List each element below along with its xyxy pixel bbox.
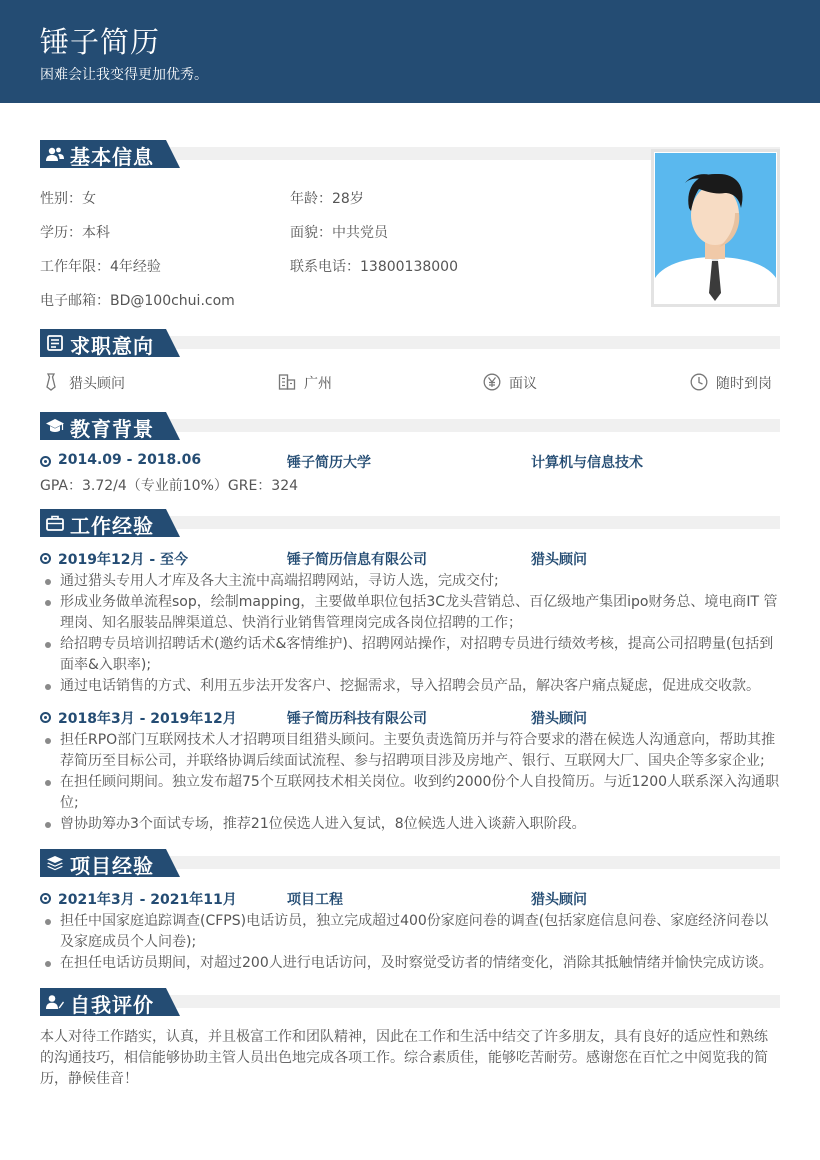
resume-motto: 困难会让我变得更加优秀。 <box>40 67 208 83</box>
work-role: 猎头顾问 <box>531 552 587 568</box>
section-title: 自我评价 <box>70 993 154 1017</box>
avatar-illustration <box>655 153 776 303</box>
gender-field: 性别：女 <box>40 191 96 207</box>
timeline-dot <box>40 893 51 904</box>
work-role: 猎头顾问 <box>531 711 587 727</box>
age-field: 年龄：28岁 <box>290 191 364 207</box>
education-school: 锤子简历大学 <box>287 455 371 471</box>
list-item: 曾协助筹办3个面试专场，推荐21位侯选人进入复试，8位候选人进入谈薪入职阶段。 <box>40 814 780 835</box>
section-education <box>40 412 780 440</box>
section-project <box>40 849 780 877</box>
work-period: 2018年3月 - 2019年12月 <box>58 711 237 727</box>
phone-field: 联系电话：13800138000 <box>290 259 458 275</box>
intent-salary-label: 面议 <box>509 376 537 392</box>
section-title: 教育背景 <box>70 417 154 441</box>
work-duties-list <box>40 730 780 835</box>
education-level-field: 学历：本科 <box>40 225 110 241</box>
list-item: 通过猎头专用人才库及各大主流中高端招聘网站，寻访人选，完成交付; <box>40 571 780 592</box>
section-bar <box>140 419 780 432</box>
briefcase-icon <box>46 515 64 531</box>
work-years-field: 工作年限：4年经验 <box>40 259 161 275</box>
layers-icon <box>46 855 64 871</box>
resume-name: 锤子简历 <box>40 25 161 59</box>
project-name: 项目工程 <box>287 892 343 908</box>
list-item: 担任RPO部门互联网技术人才招聘项目组猎头顾问。主要负责选简历并与符合要求的潜在候选人沟通意向，帮助其推荐简历至目标公司，并联络协调后续面试流程、参与招聘项目涉及房地产、银行、互联网大厂、国央企等多家企业; <box>40 730 780 772</box>
section-job-intent <box>40 329 780 357</box>
section-title: 项目经验 <box>70 854 154 878</box>
project-duties-list <box>40 911 780 974</box>
list-item: 形成业务做单流程sop，绘制mapping，主要做单职位包括3C龙头营销总、百亿级地产集团ipo财务总、境电商IT 管理岗、知名服装品牌渠道总、快消行业销售管理岗完成各岗位招聘的工作； <box>40 592 780 634</box>
intent-availability-label: 随时到岗 <box>716 376 772 392</box>
education-detail: GPA：3.72/4（专业前10%）GRE：324 <box>40 478 299 494</box>
section-work <box>40 509 780 537</box>
project-entry <box>40 888 780 908</box>
clipboard-icon <box>46 335 64 351</box>
work-period: 2019年12月 - 至今 <box>58 552 189 568</box>
section-title: 基本信息 <box>70 145 154 169</box>
list-item: 担任中国家庭追踪调查(CFPS)电话访员，独立完成超过400份家庭问卷的调查(包括家庭信息问卷、家庭经济问卷以及家庭成员个人问卷); <box>40 911 780 953</box>
work-company: 锤子简历科技有限公司 <box>287 711 427 727</box>
project-period: 2021年3月 - 2021年11月 <box>58 892 237 908</box>
timeline-dot <box>40 712 51 723</box>
building-icon <box>278 373 296 391</box>
user-group-icon <box>46 146 64 162</box>
political-status-field: 面貌：中共党员 <box>290 225 388 241</box>
list-item: 给招聘专员培训招聘话术(邀约话术&客情维护)、招聘网站操作，对招聘专员进行绩效考核，提高公司招聘量(包括到面率&入职率); <box>40 634 780 676</box>
person-edit-icon <box>46 994 64 1010</box>
work-duties-list <box>40 571 780 697</box>
education-period: 2014.09 - 2018.06 <box>58 452 202 468</box>
email-field: 电子邮箱：BD@100chui.com <box>40 293 235 309</box>
list-item: 通过电话销售的方式、利用五步法开发客户、挖掘需求，导入招聘会员产品，解决客户痛点疑虑，促进成交收款。 <box>40 676 780 697</box>
timeline-dot <box>40 553 51 564</box>
education-major: 计算机与信息技术 <box>531 455 643 471</box>
work-entry <box>40 548 780 568</box>
section-bar <box>140 856 780 869</box>
list-item: 在担任电话访员期间，对超过200人进行电话访问，及时察觉受访者的情绪变化，消除其抵触情绪并愉快完成访谈。 <box>40 953 780 974</box>
work-company: 锤子简历信息有限公司 <box>287 552 427 568</box>
list-item: 在担任顾问期间。独立发布超75个互联网技术相关岗位。收到约2000份个人自投简历。与近1200人联系深入沟通职位; <box>40 772 780 814</box>
avatar-photo <box>651 149 780 307</box>
header-banner <box>0 0 820 103</box>
section-title: 求职意向 <box>70 334 154 358</box>
education-entry <box>40 451 780 471</box>
tie-icon <box>43 373 59 391</box>
timeline-dot <box>40 456 51 467</box>
intent-position-label: 猎头顾问 <box>69 376 125 392</box>
section-bar <box>140 516 780 529</box>
section-bar <box>140 336 780 349</box>
section-self-evaluation <box>40 988 780 1016</box>
self-evaluation-text: 本人对待工作踏实，认真，并且极富工作和团队精神，因此在工作和生活中结交了许多朋友，具有良好的适应性和熟练的沟通技巧，相信能够协助主管人员出色地完成各项工作。综合素质佳，能够吃苦耐劳。感谢您在百忙之中阅览我的简历，静候佳音！ <box>40 1029 768 1087</box>
project-role: 猎头顾问 <box>531 892 587 908</box>
section-bar <box>140 995 780 1008</box>
clock-icon <box>690 373 708 391</box>
graduation-cap-icon <box>46 418 64 434</box>
work-entry <box>40 707 780 727</box>
section-title: 工作经验 <box>70 514 154 538</box>
intent-city-label: 广州 <box>304 376 332 392</box>
yen-icon <box>483 373 501 391</box>
